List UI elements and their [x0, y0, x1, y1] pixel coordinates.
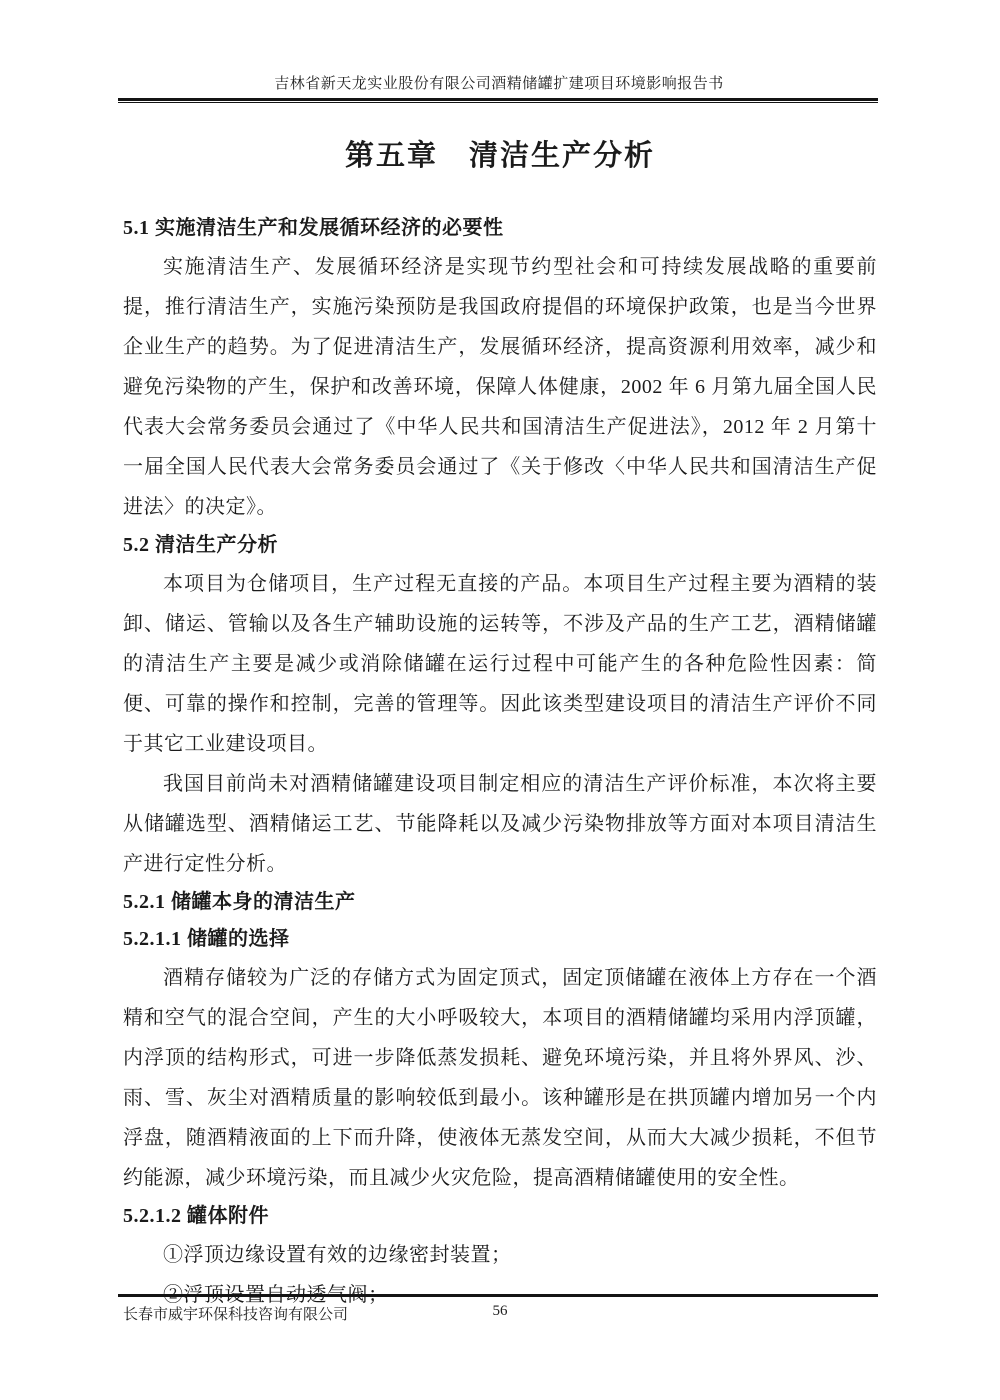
list-item-1: ①浮顶边缘设置有效的边缘密封装置； — [163, 1244, 512, 1266]
page-number: 56 — [492, 1303, 508, 1319]
section-heading-5-1: 5.1 实施清洁生产和发展循环经济的必要性 — [123, 217, 504, 239]
paragraph-5-2-2: 我国目前尚未对酒精储罐建设项目制定相应的清洁生产评价标准，本次将主要从储罐选型、酒精储运工艺、节能降耗以及减少污染物排放等方面对本项目清洁生产进行定性分析。 — [123, 773, 877, 875]
paragraph-5-1-1: 实施清洁生产、发展循环经济是实现节约型社会和可持续发展战略的重要前提，推行清洁生产，实施污染预防是我国政府提倡的环境保护政策，也是当今世界企业生产的趋势。为了促进清洁生产，发展循环经济，提高资源利用效率，减少和避免污染物的产生，保护和改善环境，保障人体健康，2002 年 6 月第九届全国人民代表大会常务委员会通过了《中华人民共和国清洁生产促进法》，2012 年 2 月第十一届全国人民代表大会常务委员会通过了《关于修改〈中华人民共和国清洁生产促进法〉的决定》。 — [123, 256, 877, 518]
header-title: 吉林省新天龙实业股份有限公司酒精储罐扩建项目环境影响报告书 — [274, 76, 724, 92]
paragraph-5-2-1: 本项目为仓储项目，生产过程无直接的产品。本项目生产过程主要为酒精的装卸、储运、管输以及各生产辅助设施的运转等，不涉及产品的生产工艺，酒精储罐的清洁生产主要是减少或消除储罐在运行过程中可能产生的各种危险性因素：简便、可靠的操作和控制，完善的管理等。因此该类型建设项目的清洁生产评价不同于其它工业建设项目。 — [123, 573, 877, 755]
section-heading-5-2-1-2: 5.2.1.2 罐体附件 — [123, 1205, 269, 1227]
section-heading-5-2: 5.2 清洁生产分析 — [123, 534, 278, 556]
section-heading-5-2-1: 5.2.1 储罐本身的清洁生产 — [123, 891, 356, 913]
section-heading-5-2-1-1: 5.2.1.1 储罐的选择 — [123, 928, 290, 950]
paragraph-5-2-1-1-1: 酒精存储较为广泛的存储方式为固定顶式，固定顶储罐在液体上方存在一个酒精和空气的混合空间，产生的大小呼吸较大，本项目的酒精储罐均采用内浮顶罐，内浮顶的结构形式，可进一步降低蒸发损耗、避免环境污染，并且将外界风、沙、雨、雪、灰尘对酒精质量的影响较低到最小。该种罐形是在拱顶罐内增加另一个内浮盘，随酒精液面的上下而升降，使液体无蒸发空间，从而大大减少损耗，不但节约能源，减少环境污染，而且减少火灾危险，提高酒精储罐使用的安全性。 — [123, 967, 877, 1189]
footer-company-name: 长春市威宇环保科技咨询有限公司 — [123, 1307, 349, 1323]
document-content — [123, 132, 877, 1315]
footer-rule — [118, 1294, 878, 1297]
list-item-2: ②浮顶设置自动透气阀； — [163, 1284, 389, 1306]
chapter-title: 第五章 清洁生产分析 — [344, 140, 655, 172]
header-rule — [118, 98, 878, 103]
